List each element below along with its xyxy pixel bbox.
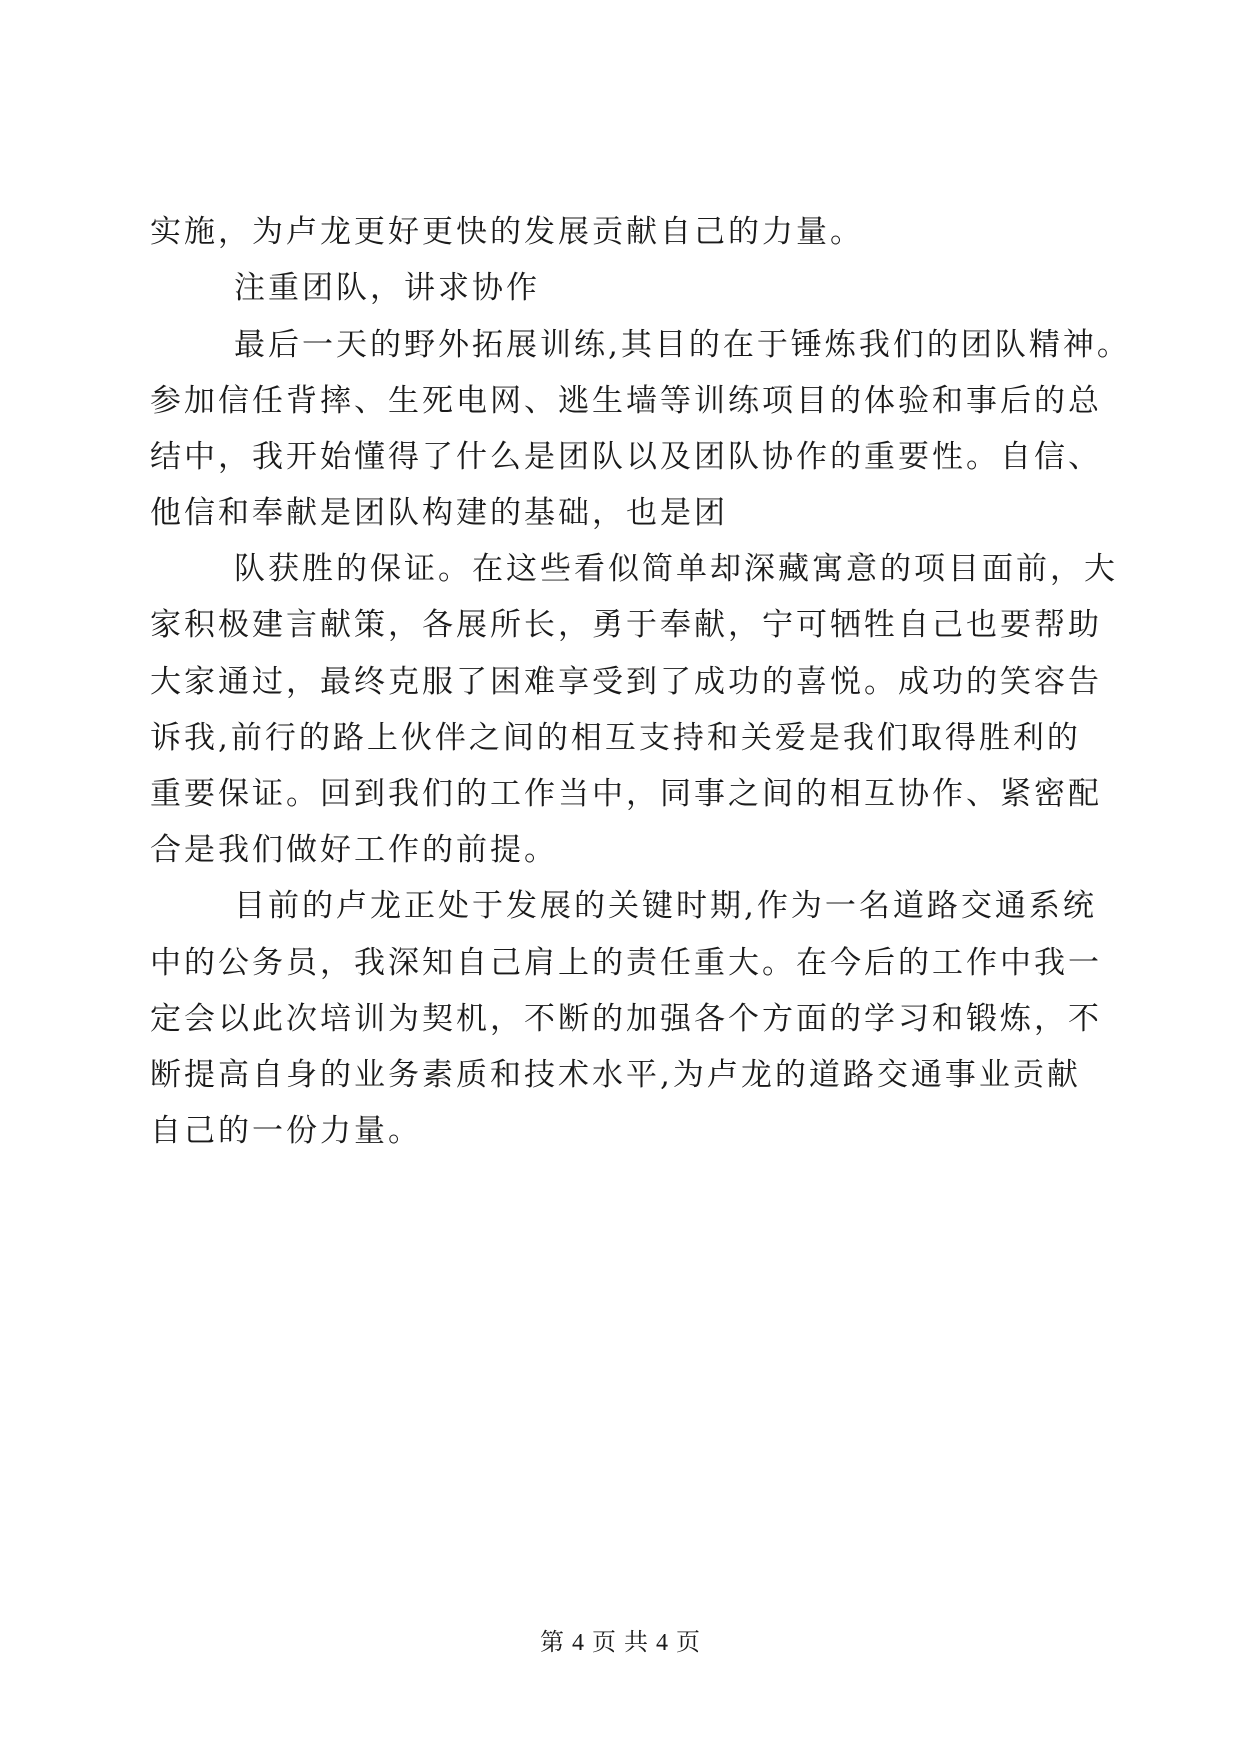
text-line: 中的公务员，我深知自己肩上的责任重大。在今后的工作中我一 [150,945,1102,981]
text-line: 大家通过，最终克服了困难享受到了成功的喜悦。成功的笑容告 [150,664,1102,700]
text-line: 他信和奉献是团队构建的基础，也是团 [150,495,728,531]
section-heading: 注重团队，讲求协作 [234,270,540,306]
text-line: 定会以此次培训为契机，不断的加强各个方面的学习和锻炼，不 [150,1001,1102,1037]
text-line: 合是我们做好工作的前提。 [150,832,558,868]
text-line: 自己的一份力量。 [150,1113,422,1149]
text-line: 重要保证。回到我们的工作当中，同事之间的相互协作、紧密配 [150,776,1102,812]
text-line: 结中，我开始懂得了什么是团队以及团队协作的重要性。自信、 [150,439,1102,475]
text-line: 参加信任背摔、生死电网、逃生墙等训练项目的体验和事后的总 [150,383,1102,419]
text-line: 目前的卢龙正处于发展的关键时期,作为一名道路交通系统 [234,888,1097,924]
text-line: 队获胜的保证。在这些看似简单却深藏寓意的项目面前，大 [234,551,1118,587]
text-line: 实施，为卢龙更好更快的发展贡献自己的力量。 [150,214,864,250]
text-line: 家积极建言献策，各展所长，勇于奉献，宁可牺牲自己也要帮助 [150,607,1102,643]
text-line: 最后一天的野外拓展训练,其目的在于锤炼我们的团队精神。 [234,327,1131,363]
page-number-footer: 第 4 页 共 4 页 [540,1630,701,1656]
text-line: 断提高自身的业务素质和技术水平,为卢龙的道路交通事业贡献 [150,1057,1081,1093]
text-line: 诉我,前行的路上伙伴之间的相互支持和关爱是我们取得胜利的 [150,720,1081,756]
